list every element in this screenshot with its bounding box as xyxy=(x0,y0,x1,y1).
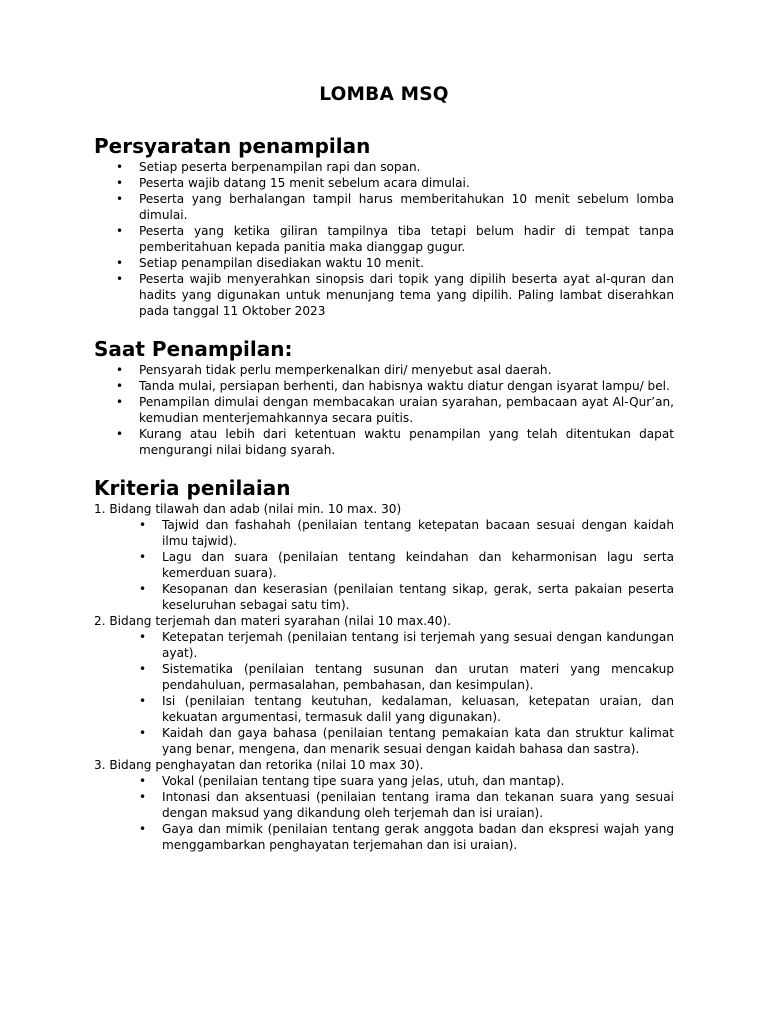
bullet-icon: • xyxy=(116,256,124,270)
bullet-icon: • xyxy=(116,160,124,174)
list-item: • Intonasi dan aksentuasi (penilaian tentang irama dan tekanan suara yang sesuai dengan maksud yang dikandung oleh terjemah dan isi uraian). xyxy=(139,790,674,820)
bullet-icon: • xyxy=(139,662,147,676)
bullet-icon: • xyxy=(116,427,124,441)
section-persyaratan xyxy=(94,133,674,319)
list-item: • Penampilan dimulai dengan membacakan uraian syarahan, pembacaan ayat Al-Qur’an, kemudian menterjemahkannya secara puitis. xyxy=(116,395,674,425)
bullet-icon: • xyxy=(139,518,147,532)
document-title: LOMBA MSQ xyxy=(319,84,449,105)
bullet-icon: • xyxy=(139,774,147,788)
section-kriteria xyxy=(94,475,674,853)
list-item: • Peserta wajib datang 15 menit sebelum acara dimulai. xyxy=(116,176,470,190)
section-heading: Persyaratan penampilan xyxy=(94,134,371,158)
list-item: • Peserta yang ketika giliran tampilnya tiba tetapi belum hadir di tempat tanpa pemberitahuan kepada panitia maka dianggap gugur. xyxy=(116,224,674,254)
bullet-list xyxy=(94,362,674,458)
list-item: • Tanda mulai, persiapan berhenti, dan habisnya waktu diatur dengan isyarat lampu/ bel. xyxy=(116,379,670,393)
criteria-sub-list xyxy=(94,773,674,853)
bullet-icon: • xyxy=(116,395,124,409)
list-item: • Pensyarah tidak perlu memperkenalkan diri/ menyebut asal daerah. xyxy=(116,363,552,377)
bullet-icon: • xyxy=(139,582,147,596)
bullet-icon: • xyxy=(139,822,147,836)
section-saat-penampilan xyxy=(94,336,674,458)
list-item: • Vokal (penilaian tentang tipe suara yang jelas, utuh, dan mantap). xyxy=(139,774,565,788)
criteria-group-label: 3. Bidang penghayatan dan retorika (nilai 10 max 30). xyxy=(94,758,424,772)
bullet-icon: • xyxy=(139,550,147,564)
criteria-group-label: 1. Bidang tilawah dan adab (nilai min. 10 max. 30) xyxy=(94,502,402,516)
list-item: • Setiap penampilan disediakan waktu 10 menit. xyxy=(116,256,425,270)
criteria-group-label: 2. Bidang terjemah dan materi syarahan (nilai 10 max.40). xyxy=(94,614,452,628)
list-item: • Kurang atau lebih dari ketentuan waktu penampilan yang telah ditentukan dapat mengurangi nilai bidang syarah. xyxy=(116,427,674,457)
bullet-icon: • xyxy=(116,176,124,190)
bullet-icon: • xyxy=(116,379,124,393)
bullet-icon: • xyxy=(116,192,124,206)
bullet-icon: • xyxy=(116,224,124,238)
list-item: • Peserta wajib menyerahkan sinopsis dari topik yang dipilih beserta ayat al-quran dan hadits yang digunakan untuk menunjang tema yang dipilih. Paling lambat diserahkan pada tanggal 11 Oktober 2023 xyxy=(116,272,674,318)
criteria-sub-list xyxy=(94,517,674,613)
bullet-icon: • xyxy=(139,694,147,708)
document-body xyxy=(94,133,674,870)
criteria-sub-list xyxy=(94,629,674,757)
bullet-list xyxy=(94,159,674,319)
list-item: • Kaidah dan gaya bahasa (penilaian tentang pemakaian kata dan struktur kalimat yang benar, mengena, dan menarik sesuai dengan kaidah bahasa dan sastra). xyxy=(139,726,674,756)
list-item: • Ketepatan terjemah (penilaian tentang isi terjemah yang sesuai dengan kandungan ayat). xyxy=(139,630,674,660)
bullet-icon: • xyxy=(139,630,147,644)
list-item: • Kesopanan dan keserasian (penilaian tentang sikap, gerak, serta pakaian peserta keseluruhan sebagai satu tim). xyxy=(139,582,674,612)
bullet-icon: • xyxy=(139,790,147,804)
list-item: • Peserta yang berhalangan tampil harus memberitahukan 10 menit sebelum lomba dimulai. xyxy=(116,192,674,222)
bullet-icon: • xyxy=(139,726,147,740)
list-item: • Isi (penilaian tentang keutuhan, kedalaman, keluasan, ketepatan uraian, dan kekuatan argumentasi, termasuk dalil yang digunakan). xyxy=(139,694,674,724)
bullet-icon: • xyxy=(116,272,124,286)
section-heading: Kriteria penilaian xyxy=(94,476,291,500)
bullet-icon: • xyxy=(116,363,124,377)
list-item: • Lagu dan suara (penilaian tentang keindahan dan keharmonisan lagu serta kemerduan suara). xyxy=(139,550,674,580)
list-item: • Tajwid dan fashahah (penilaian tentang ketepatan bacaan sesuai dengan kaidah ilmu tajwid). xyxy=(139,518,674,548)
list-item: • Gaya dan mimik (penilaian tentang gerak anggota badan dan ekspresi wajah yang menggambarkan penghayatan terjemahan dan isi uraian). xyxy=(139,822,674,852)
list-item: • Setiap peserta berpenampilan rapi dan sopan. xyxy=(116,160,421,174)
list-item: • Sistematika (penilaian tentang susunan dan urutan materi yang mencakup pendahuluan, permasalahan, pembahasan, dan kesimpulan). xyxy=(139,662,674,692)
section-heading: Saat Penampilan: xyxy=(94,337,293,361)
